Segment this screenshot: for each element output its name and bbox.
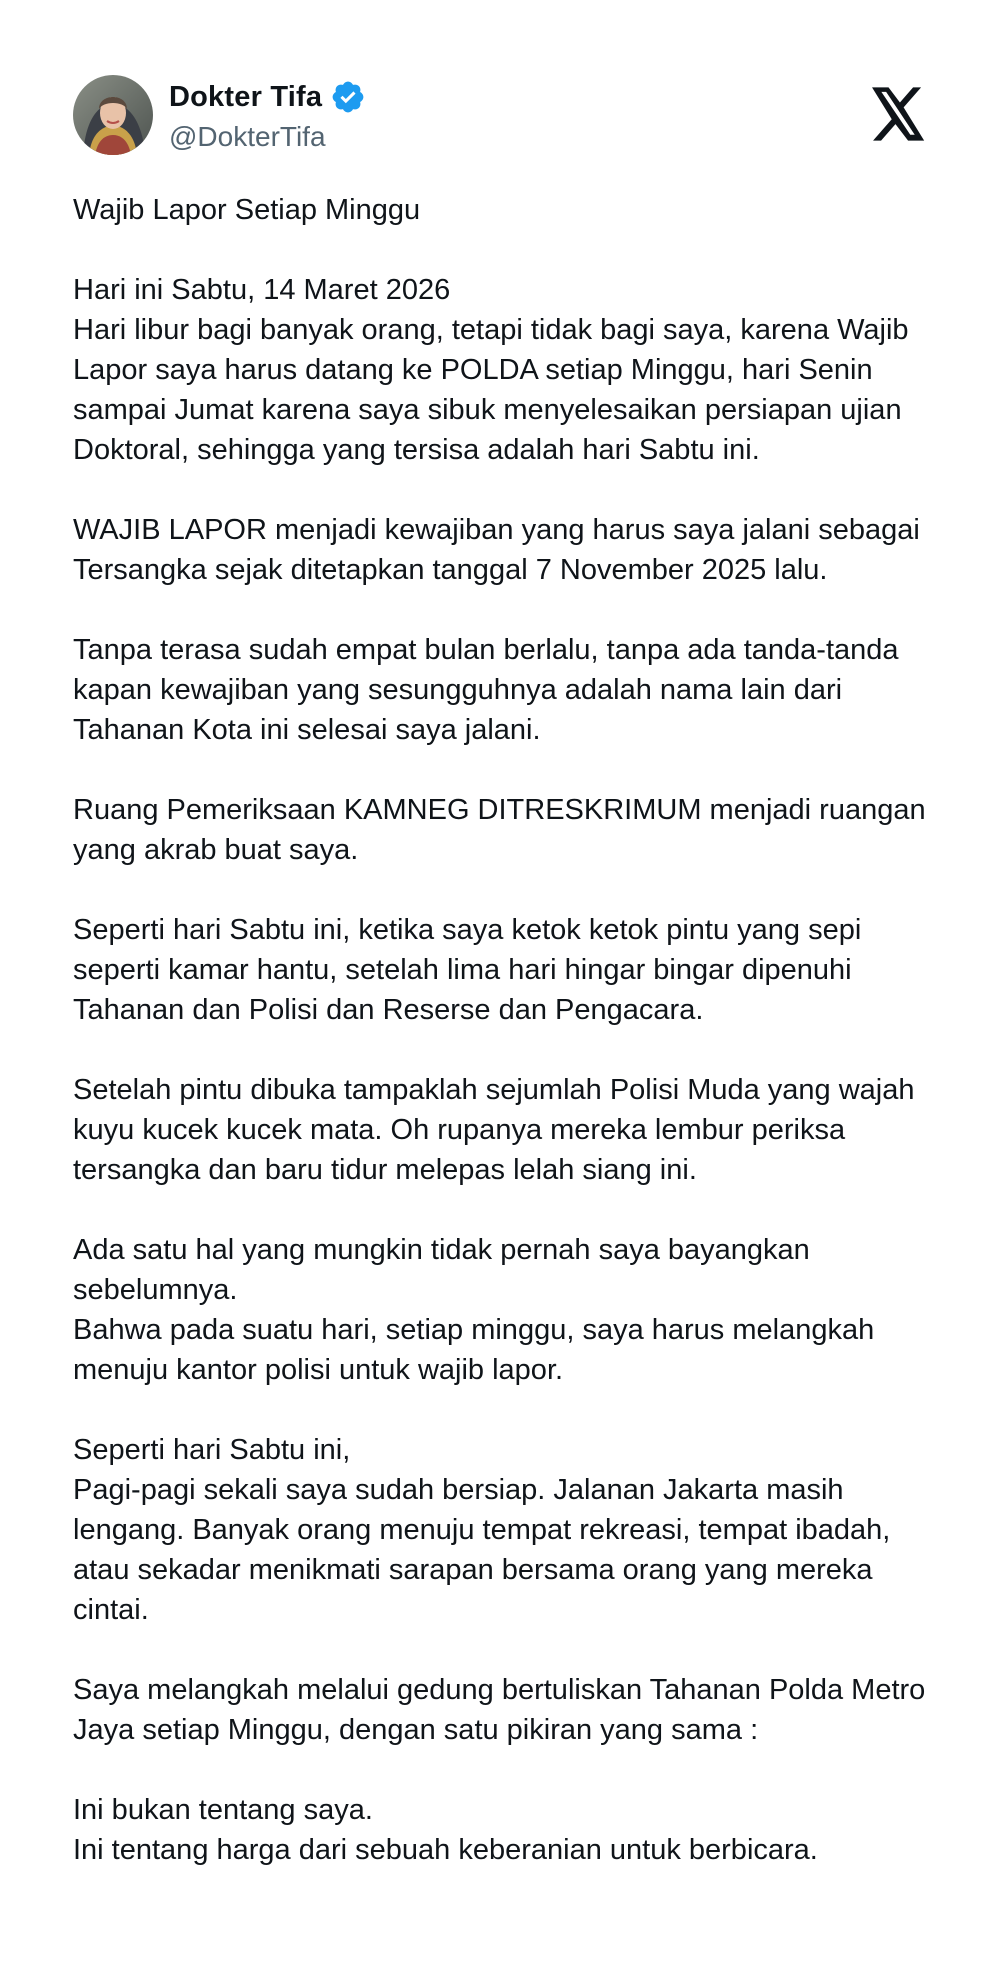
user-info [169, 77, 366, 153]
x-logo-icon[interactable] [869, 87, 927, 141]
post-line: Hari ini Sabtu, 14 Maret 2026 [73, 274, 451, 306]
post-header [73, 73, 933, 163]
paragraph [73, 1790, 953, 1870]
verified-badge-icon [330, 79, 366, 115]
paragraph [73, 1670, 953, 1750]
paragraph [73, 630, 953, 750]
post-line: Bahwa pada suatu hari, setiap minggu, saya harus melangkah menuju kantor polisi untuk wajib lapor. [73, 1314, 875, 1386]
avatar[interactable] [73, 75, 153, 155]
paragraph [73, 1070, 953, 1190]
post-line: Ada satu hal yang mungkin tidak pernah saya bayangkan sebelumnya. [73, 1234, 810, 1306]
post-line: Ini bukan tentang saya. [73, 1794, 373, 1826]
post-line: Wajib Lapor Setiap Minggu [73, 194, 421, 226]
paragraph [73, 510, 953, 590]
post-line: Tanpa terasa sudah empat bulan berlalu, tanpa ada tanda-tanda kapan kewajiban yang sesungguhnya adalah nama lain dari Tahanan Kota ini selesai saya jalani. [73, 634, 899, 746]
paragraph [73, 910, 953, 1030]
paragraph [73, 270, 953, 470]
post-line: Seperti hari Sabtu ini, [73, 1434, 351, 1466]
avatar-image [73, 75, 153, 155]
name-row [169, 77, 366, 117]
post-line: Saya melangkah melalui gedung bertuliskan Tahanan Polda Metro Jaya setiap Minggu, dengan satu pikiran yang sama : [73, 1674, 926, 1746]
paragraph [73, 1430, 953, 1630]
paragraph [73, 790, 953, 870]
post-line: Ruang Pemeriksaan KAMNEG DITRESKRIMUM menjadi ruangan yang akrab buat saya. [73, 794, 926, 866]
post-line: Seperti hari Sabtu ini, ketika saya ketok ketok pintu yang sepi seperti kamar hantu, setelah lima hari hingar bingar dipenuhi Tahanan dan Polisi dan Reserse dan Pengacara. [73, 914, 862, 1026]
display-name[interactable]: Dokter Tifa [169, 80, 323, 113]
user-handle[interactable]: @DokterTifa [169, 121, 326, 152]
post-line: Ini tentang harga dari sebuah keberanian untuk berbicara. [73, 1834, 818, 1866]
post-body [73, 190, 953, 1870]
post-line: WAJIB LAPOR menjadi kewajiban yang harus saya jalani sebagai Tersangka sejak ditetapkan tanggal 7 November 2025 lalu. [73, 514, 920, 586]
paragraph [73, 1230, 953, 1390]
paragraph-title [73, 190, 953, 230]
post-line: Hari libur bagi banyak orang, tetapi tidak bagi saya, karena Wajib Lapor saya harus datang ke POLDA setiap Minggu, hari Senin sampai Jumat karena saya sibuk menyelesaikan persiapan ujian Doktoral, sehingga yang tersisa adalah hari Sabtu ini. [73, 314, 909, 466]
post-line: Setelah pintu dibuka tampaklah sejumlah Polisi Muda yang wajah kuyu kucek kucek mata. Oh rupanya mereka lembur periksa tersangka dan baru tidur melepas lelah siang ini. [73, 1074, 915, 1186]
post-line: Pagi-pagi sekali saya sudah bersiap. Jalanan Jakarta masih lengang. Banyak orang menuju tempat rekreasi, tempat ibadah, atau sekadar menikmati sarapan bersama orang yang mereka cintai. [73, 1474, 891, 1626]
